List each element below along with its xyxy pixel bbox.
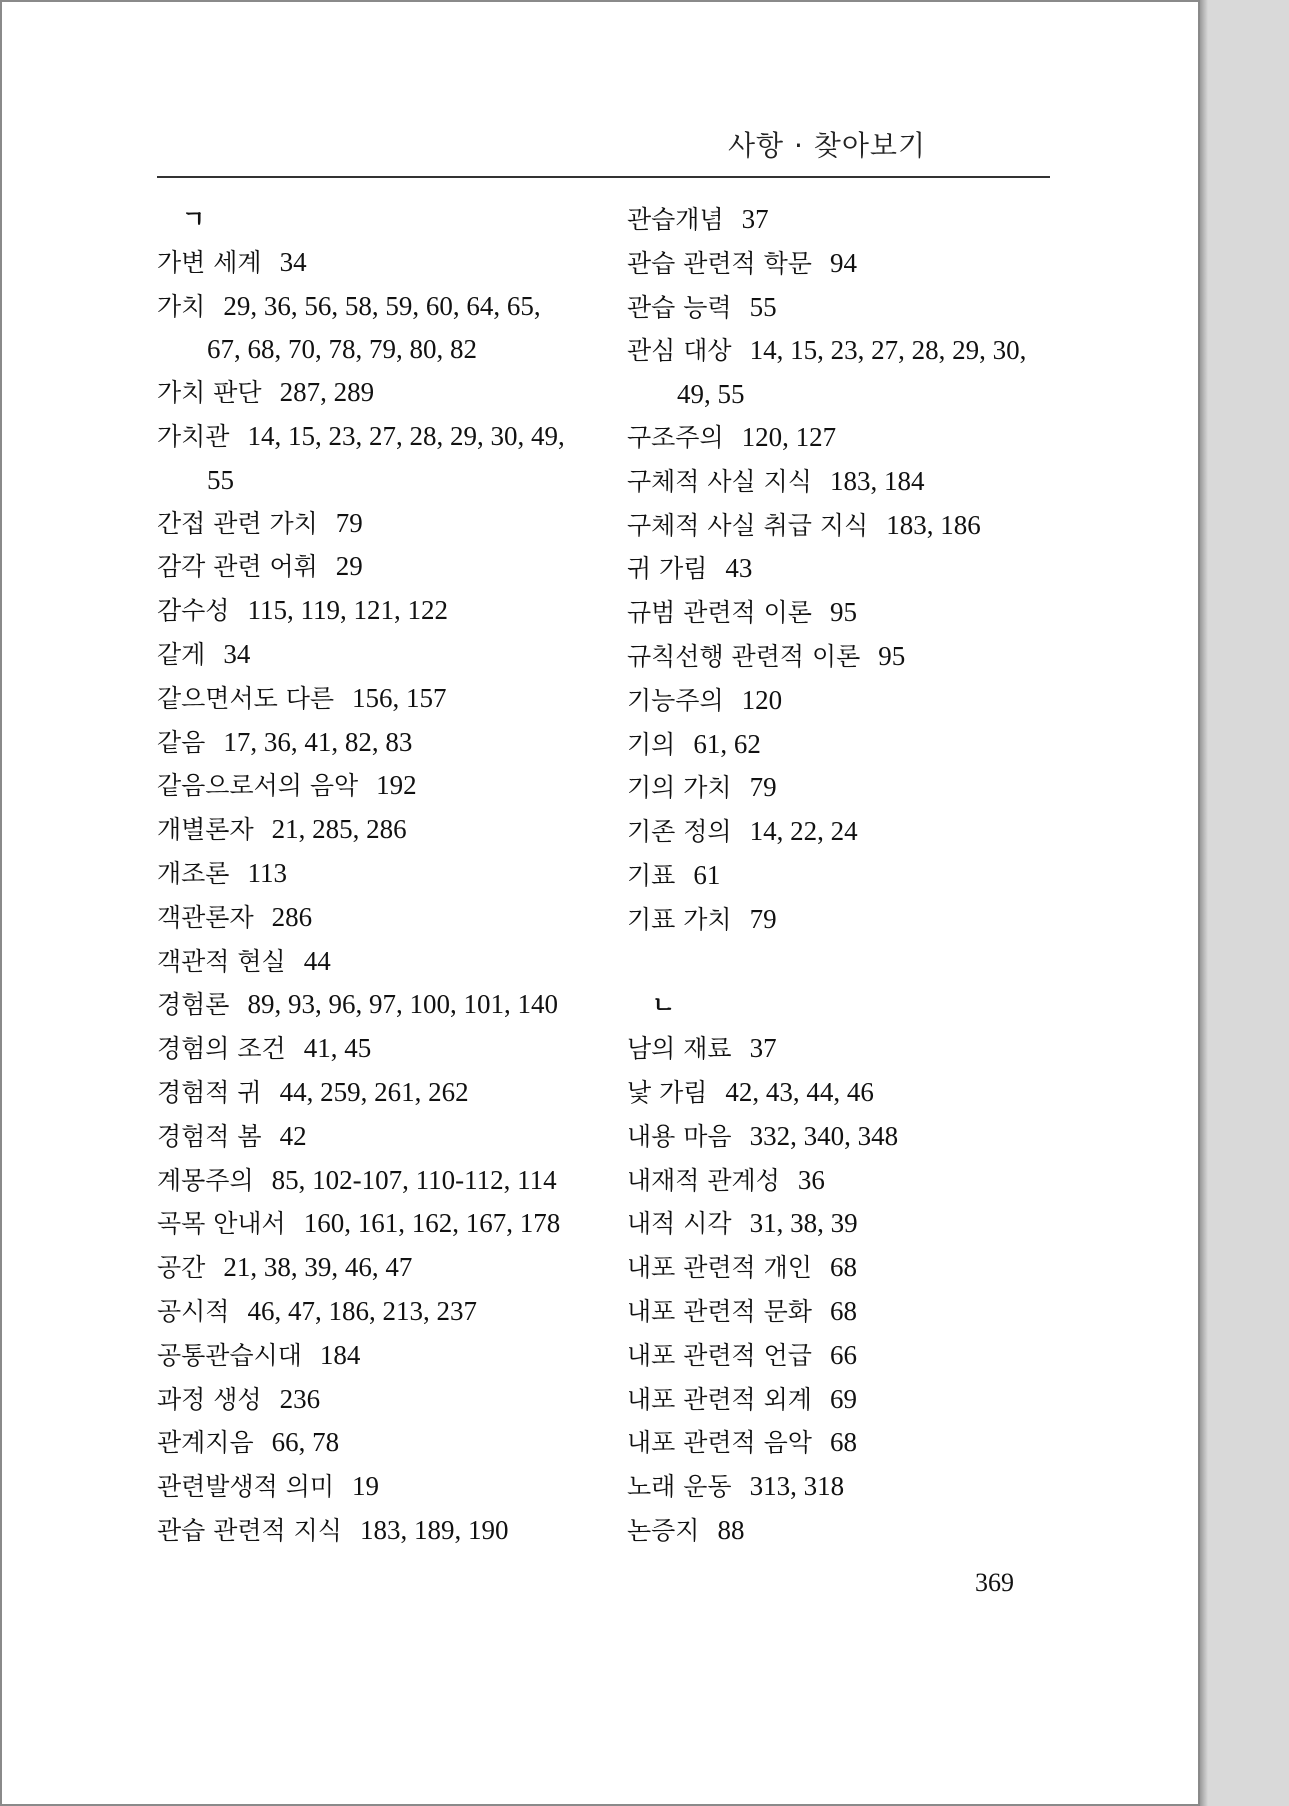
index-pages: 21, 285, 286 [271,814,407,845]
index-term: 공통관습시대 [157,1340,302,1370]
index-pages: 95 [878,640,906,671]
index-term: 개조론 [157,858,230,888]
index-pages: 236 [279,1383,321,1414]
index-pages: 44, 259, 261, 262 [279,1076,469,1107]
index-term: 내용 마음 [627,1121,732,1151]
index-column-left [157,198,627,1553]
index-entry [157,940,627,984]
index-pages: 183, 186 [886,509,981,540]
index-term: 공간 [157,1253,206,1283]
index-pages: 89, 93, 96, 97, 100, 101, 140 [247,989,558,1020]
index-term: 관습 관련적 지식 [157,1515,342,1545]
index-pages: 36 [797,1164,825,1195]
index-entry [627,198,1097,242]
index-entry [157,1246,627,1290]
index-term: 기표 [627,860,676,890]
index-term: 관습개념 [627,205,724,234]
index-entry [627,242,1097,286]
index-term: 관계지음 [157,1428,254,1458]
index-pages: 183, 189, 190 [359,1514,509,1545]
index-term: 노래 운동 [627,1472,732,1502]
index-pages: 69 [829,1383,857,1414]
index-pages: 14, 15, 23, 27, 28, 29, 30, [749,335,1027,366]
index-entry [627,1202,1097,1246]
left-entry-list [157,241,627,1553]
index-term: 내포 관련적 외계 [627,1384,812,1414]
index-term: 간접 관련 가치 [157,508,318,538]
index-entry [627,460,1097,504]
index-pages: 88 [717,1514,745,1545]
index-entry [627,723,1097,767]
index-term: 내포 관련적 음악 [627,1428,812,1458]
index-column-right [627,198,1097,1553]
index-pages: 79 [749,772,777,803]
index-entry [627,504,1097,548]
index-entry [157,1421,627,1465]
index-entry [157,1290,627,1334]
index-term: 관련발생적 의미 [157,1472,334,1502]
index-pages: 46, 47, 186, 213, 237 [247,1295,477,1326]
index-pages: 42, 43, 44, 46 [725,1076,874,1107]
index-pages: 120, 127 [741,421,837,452]
index-entry [157,808,627,852]
page-edge-shadow [1200,0,1208,1806]
index-entry [157,241,627,285]
index-entry [157,983,627,1027]
index-pages: 120 [741,684,783,715]
index-term: 같음 [157,727,206,757]
index-entry [157,764,627,808]
index-pages: 68 [829,1295,857,1326]
index-pages: 61, 62 [693,728,761,759]
index-pages: 183, 184 [829,465,925,496]
index-term: 경험적 귀 [157,1077,262,1107]
index-term: 규범 관련적 이론 [627,598,812,628]
index-pages: 55 [749,291,777,322]
index-pages: 43 [725,553,753,584]
index-term: 내포 관련적 언급 [627,1340,812,1370]
index-term: 귀 가림 [627,554,708,584]
index-pages: 66 [829,1339,857,1370]
index-term: 관습 관련적 학문 [627,248,812,278]
index-entry [627,1027,1097,1071]
index-entry [627,1378,1097,1422]
index-entry [157,589,627,633]
index-pages: 17, 36, 41, 82, 83 [223,726,413,757]
index-entry [627,766,1097,810]
index-entry [627,329,1097,373]
index-pages-continued: 55 [207,464,234,495]
index-entry [157,1115,627,1159]
index-entry [627,1290,1097,1334]
index-term: 내포 관련적 개인 [627,1253,812,1283]
index-pages: 85, 102-107, 110-112, 114 [271,1164,557,1195]
index-entry [157,285,627,329]
section-heading-giyeok: ㄱ [182,205,206,233]
index-pages: 37 [749,1033,777,1064]
index-pages: 192 [376,770,417,801]
index-term: 곡목 안내서 [157,1209,286,1239]
index-term: 가치 판단 [157,378,262,408]
index-pages: 21, 38, 39, 46, 47 [223,1252,413,1283]
index-pages: 14, 22, 24 [749,816,858,847]
index-entry [627,810,1097,854]
index-term: 감수성 [157,596,230,626]
index-pages: 286 [271,901,313,932]
index-term: 기표 가치 [627,904,732,934]
header-rule [157,176,1050,178]
index-pages: 68 [829,1252,857,1283]
index-pages: 115, 119, 121, 122 [247,595,448,626]
index-entry [627,679,1097,723]
index-entry [157,1159,627,1203]
index-term: 감각 관련 어휘 [157,552,318,582]
index-pages: 29, 36, 56, 58, 59, 60, 64, 65, [223,290,541,321]
index-term: 논증지 [627,1515,700,1545]
index-entry [627,1509,1097,1553]
index-term: 경험론 [157,990,230,1020]
index-term: 기의 [627,729,676,759]
index-term: 관심 대상 [627,336,732,366]
index-term: 경험적 봄 [157,1121,262,1151]
index-pages: 29 [335,551,363,582]
index-entry [157,545,627,589]
index-term: 구체적 사실 지식 [627,466,812,496]
index-entry [627,1159,1097,1203]
index-pages: 14, 15, 23, 27, 28, 29, 30, 49, [247,420,565,451]
index-pages: 34 [223,638,251,669]
index-entry [627,1421,1097,1465]
index-pages: 37 [741,204,769,234]
index-entry [157,852,627,896]
index-pages: 95 [829,597,857,628]
index-entry [627,416,1097,460]
index-pages: 160, 161, 162, 167, 178 [303,1208,561,1239]
index-entry [627,1246,1097,1290]
index-entry [157,415,627,459]
index-entry [157,1202,627,1246]
index-entry [157,1027,627,1071]
right-entry-list-nieun [627,1027,1097,1553]
index-term: 구조주의 [627,422,724,452]
index-entry [157,502,627,546]
index-pages: 19 [352,1471,379,1502]
index-term: 같게 [157,639,206,669]
index-term: 가치관 [157,421,230,451]
index-pages: 113 [247,857,287,888]
index-entry [157,633,627,677]
index-entry [627,898,1097,942]
index-pages: 61 [693,859,721,890]
index-term: 개별론자 [157,815,254,845]
index-entry [627,591,1097,635]
section-gap [627,942,1097,985]
index-pages: 44 [303,945,331,976]
index-pages: 42 [279,1120,307,1151]
running-head: 사항 · 찾아보기 [728,129,926,162]
index-term: 기존 정의 [627,817,732,847]
index-entry [157,371,627,415]
index-entry [627,635,1097,679]
index-term: 남의 재료 [627,1034,732,1064]
index-pages: 68 [829,1427,857,1458]
index-term: 관습 능력 [627,292,732,322]
index-entry [627,1071,1097,1115]
index-entry [627,1334,1097,1378]
page-number: 369 [975,1568,1014,1597]
index-term: 기의 가치 [627,773,732,803]
index-term: 과정 생성 [157,1384,262,1414]
index-entry [157,1334,627,1378]
index-term: 기능주의 [627,685,724,715]
index-term: 경험의 조건 [157,1034,286,1064]
index-term: 같음으로서의 음악 [157,771,359,801]
index-pages: 79 [335,507,363,538]
index-pages-continued: 49, 55 [677,379,745,410]
index-pages: 332, 340, 348 [749,1120,899,1151]
index-entry [157,896,627,940]
index-entry [627,854,1097,898]
index-entry [627,1115,1097,1159]
section-heading-nieun: ㄴ [652,991,676,1020]
index-pages: 313, 318 [749,1471,845,1502]
index-entry [157,1071,627,1115]
index-pages: 34 [279,246,307,277]
index-pages: 79 [749,903,777,934]
index-term: 같으면서도 다른 [157,683,334,713]
right-entry-list-giyeok [627,198,1097,942]
index-pages: 66, 78 [271,1427,340,1458]
index-pages: 184 [319,1339,361,1370]
index-pages: 94 [829,247,857,278]
index-term: 내재적 관계성 [627,1165,780,1195]
index-pages: 41, 45 [303,1033,372,1064]
index-term: 낯 가림 [627,1077,708,1107]
index-entry [627,547,1097,591]
index-entry [627,286,1097,330]
index-pages: 287, 289 [279,377,375,408]
index-term: 구체적 사실 취급 지식 [627,510,869,540]
index-pages: 31, 38, 39 [749,1208,858,1239]
index-entry [157,1465,627,1509]
index-pages: 156, 157 [352,682,447,713]
index-pages-continued: 67, 68, 70, 78, 79, 80, 82 [207,334,477,365]
index-entry [157,1378,627,1422]
index-entry [627,1465,1097,1509]
index-term: 가치 [157,291,206,321]
index-term: 공시적 [157,1296,230,1326]
index-term: 내포 관련적 문화 [627,1296,812,1326]
index-term: 계몽주의 [157,1165,254,1195]
index-term: 객관론자 [157,902,254,932]
index-term: 내적 시각 [627,1209,732,1239]
index-term: 규칙선행 관련적 이론 [627,641,861,671]
index-entry [157,721,627,765]
index-entry [157,1509,627,1553]
index-term: 가변 세계 [157,247,262,277]
index-entry [157,677,627,721]
index-term: 객관적 현실 [157,946,286,976]
